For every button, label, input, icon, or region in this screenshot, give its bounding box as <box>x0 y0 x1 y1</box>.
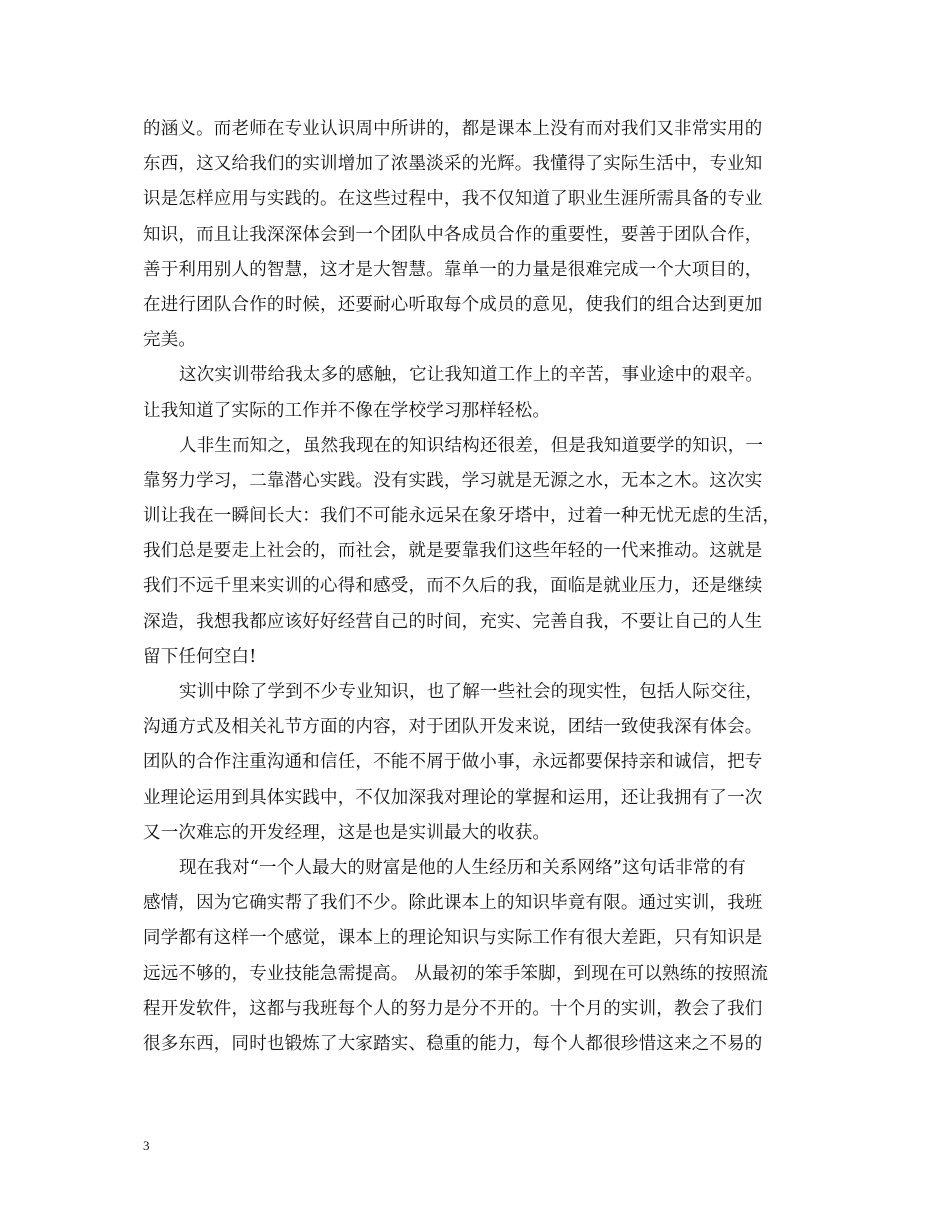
text-line: 知识，而且让我深深体会到一个团队中各成员合作的重要性，要善于团队合作， <box>143 224 763 245</box>
text-line: 我们总是要走上社会的，而社会，就是要靠我们这些年轻的一代来推动。这就是 <box>143 541 763 562</box>
text-line: 让我知道了实际的工作并不像在学校学习那样轻松。 <box>143 400 551 421</box>
text-line: 又一次难忘的开发经理，这是也是实训最大的收获。 <box>143 822 551 843</box>
text-line: 很多东西，同时也锻炼了大家踏实、稳重的能力，每个人都很珍惜这来之不易的 <box>143 1033 763 1054</box>
text-line: 留下任何空白! <box>143 646 257 667</box>
paragraph-first-line: 这次实训带给我太多的感触，它让我知道工作上的辛苦，事业途中的艰辛。 <box>179 365 764 386</box>
body-text <box>143 112 823 1062</box>
text-line: 完美。 <box>143 330 197 351</box>
text-line: 业理论运用到具体实践中，不仅加深我对理论的掌握和运用，还让我拥有了一次 <box>143 787 763 808</box>
paragraph-first-line: 现在我对“一个人最大的财富是他的人生经历和关系网络”这句话非常的有 <box>179 857 746 878</box>
text-line: 感情，因为它确实帮了我们不少。除此课本上的知识毕竟有限。通过实训，我班 <box>143 893 763 914</box>
text-line: 靠努力学习，二靠潜心实践。没有实践，学习就是无源之水，无本之木。这次实 <box>143 470 763 491</box>
text-line: 我们不远千里来实训的心得和感受，而不久后的我，面临是就业压力，还是继续 <box>143 576 763 597</box>
text-line: 东西，这又给我们的实训增加了浓墨淡采的光辉。我懂得了实际生活中，专业知 <box>143 154 763 175</box>
text-line: 训让我在一瞬间长大：我们不可能永远呆在象牙塔中，过着一种无忧无虑的生活， <box>143 506 781 527</box>
text-line: 识是怎样应用与实践的。在这些过程中，我不仅知道了职业生涯所需具备的专业 <box>143 189 763 210</box>
paragraph-first-line: 人非生而知之，虽然我现在的知识结构还很差，但是我知道要学的知识，一 <box>179 435 764 456</box>
page-number: 3 <box>143 1138 150 1153</box>
text-line: 深造，我想我都应该好好经营自己的时间，充实、完善自我，不要让自己的人生 <box>143 611 763 632</box>
text-line: 善于利用别人的智慧，这才是大智慧。靠单一的力量是很难完成一个大项目的， <box>143 259 763 280</box>
text-line: 在进行团队合作的时候，还要耐心听取每个成员的意见，使我们的组合达到更加 <box>143 294 763 315</box>
text-line: 沟通方式及相关礼节方面的内容，对于团队开发来说，团结一致使我深有体会。 <box>143 717 763 738</box>
text-line: 远远不够的，专业技能急需提高。 从最初的笨手笨脚，到现在可以熟练的按照流 <box>143 963 769 984</box>
text-line: 同学都有这样一个感觉，课本上的理论知识与实际工作有很大差距，只有知识是 <box>143 928 763 949</box>
paragraph-first-line: 实训中除了学到不少专业知识，也了解一些社会的现实性，包括人际交往， <box>179 682 764 702</box>
text-line: 的涵义。而老师在专业认识周中所讲的，都是课本上没有而对我们又非常实用的 <box>143 119 763 139</box>
text-line: 团队的合作注重沟通和信任，不能不屑于做小事，永远都要保持亲和诚信，把专 <box>143 752 763 773</box>
text-line: 程开发软件，这都与我班每个人的努力是分不开的。十个月的实训，教会了我们 <box>143 998 763 1019</box>
